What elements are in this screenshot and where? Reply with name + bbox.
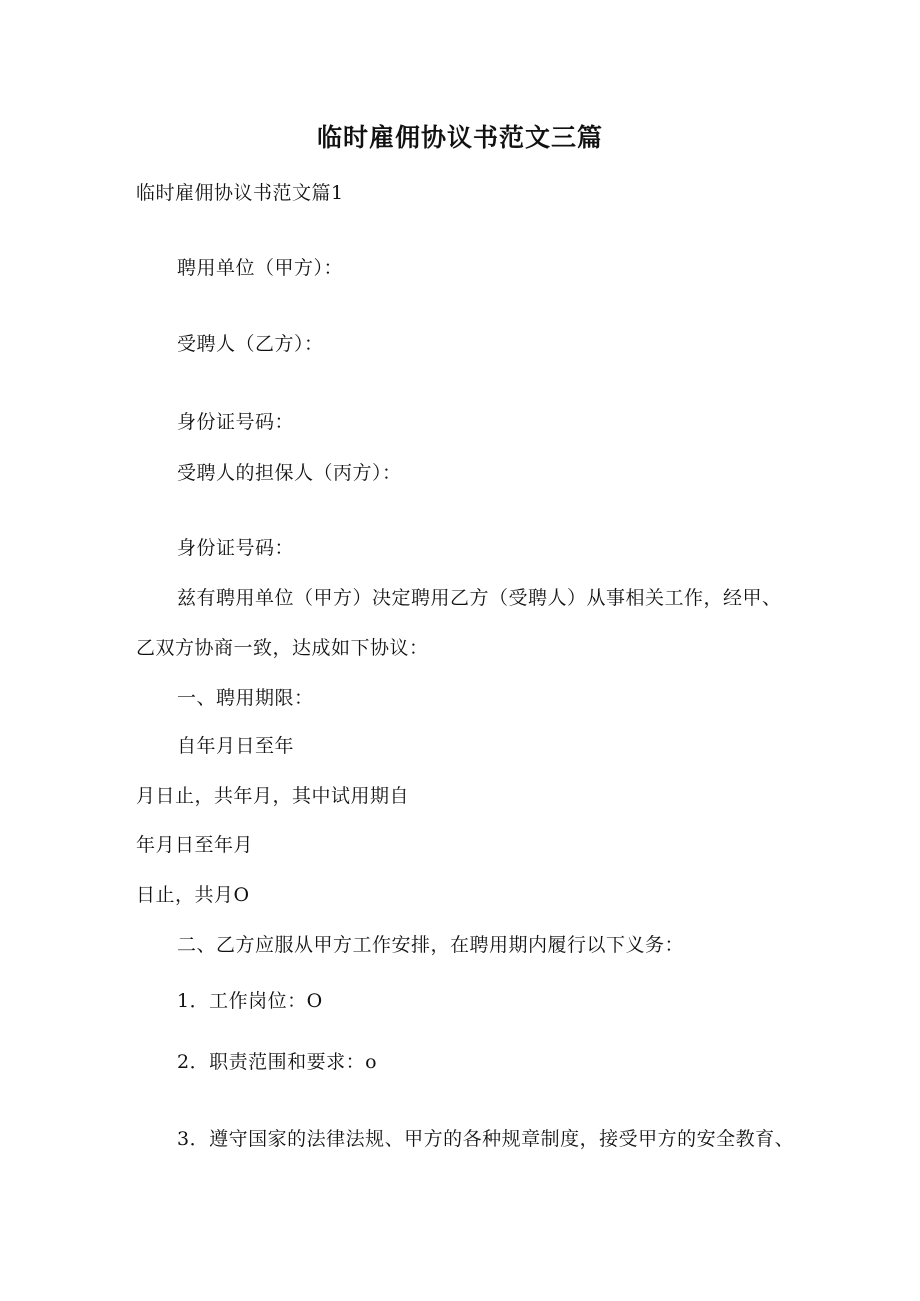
guarantor-field: 受聘人的担保人（丙方）：: [177, 462, 402, 484]
section-heading: 临时雇佣协议书范文篇1: [136, 182, 344, 204]
term-line-2: 月日止，共年月，其中试用期自: [136, 785, 410, 807]
intro-paragraph-line-2: 乙双方协商一致，达成如下协议：: [136, 637, 429, 659]
id-number-field: 身份证号码：: [177, 411, 295, 433]
employee-field: 受聘人（乙方）：: [177, 333, 324, 355]
guarantor-id-field: 身份证号码：: [177, 537, 295, 559]
intro-paragraph-line-1: 兹有聘用单位（甲方）决定聘用乙方（受聘人）从事相关工作，经甲、: [177, 587, 782, 609]
obligation-item-1: 1．工作岗位：O: [177, 990, 323, 1012]
employer-field: 聘用单位（甲方）：: [177, 257, 344, 279]
term-line-1: 自年月日至年: [177, 735, 295, 757]
term-line-3: 年月日至年月: [136, 834, 254, 856]
term-line-4: 日止，共月O: [136, 884, 250, 906]
obligation-item-2: 2．职责范围和要求：o: [177, 1051, 378, 1073]
clause-heading-obligations: 二、乙方应服从甲方工作安排，在聘用期内履行以下义务：: [177, 934, 685, 956]
obligation-item-3: 3．遵守国家的法律法规、甲方的各种规章制度，接受甲方的安全教育、: [177, 1128, 795, 1150]
clause-heading-term: 一、聘用期限：: [177, 687, 314, 709]
document-title: 临时雇佣协议书范文三篇: [316, 123, 603, 152]
